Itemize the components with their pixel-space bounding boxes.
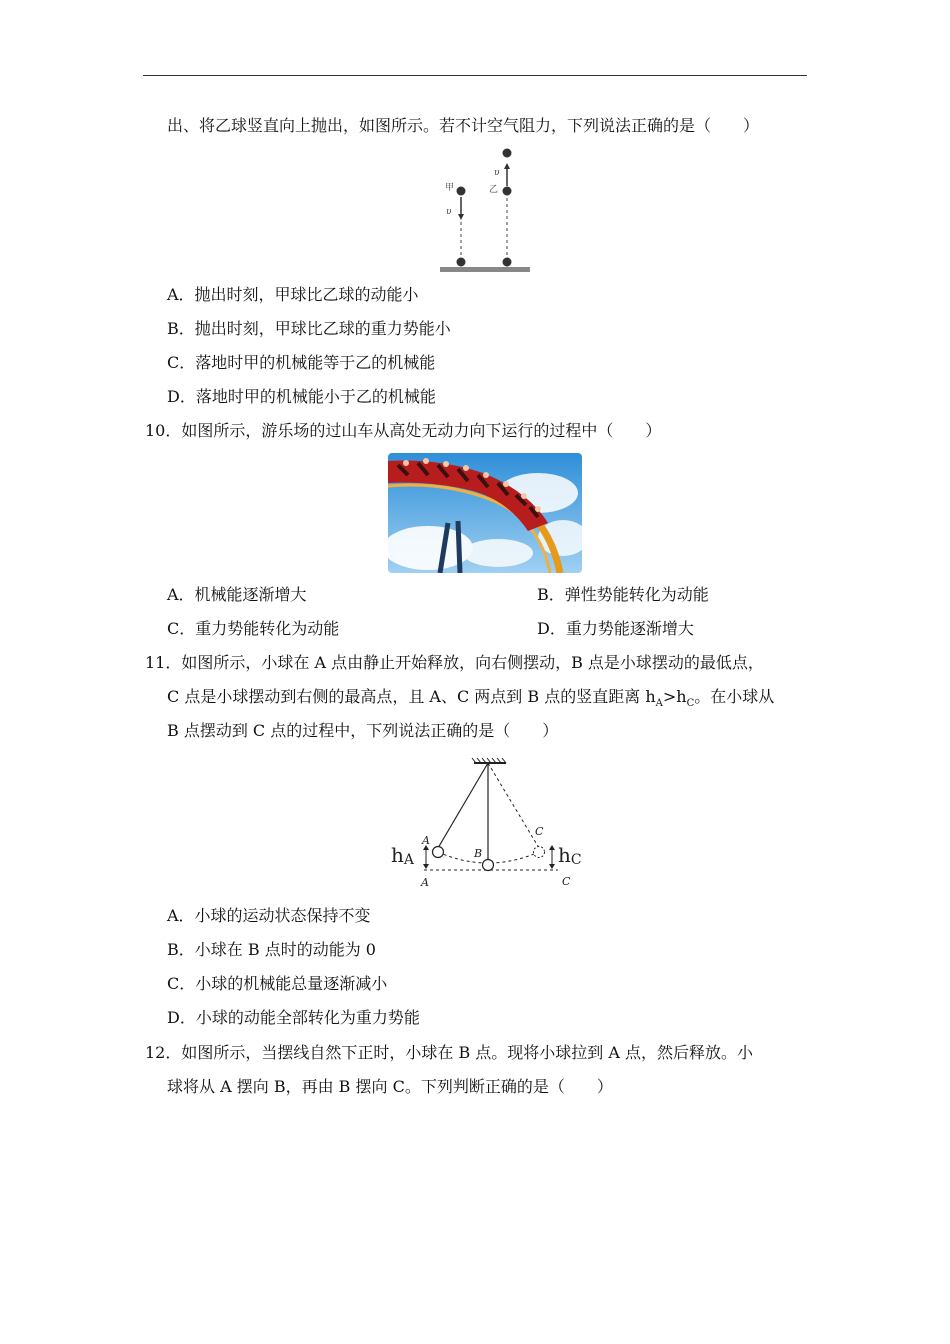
label-ha: hA <box>391 843 415 868</box>
q9-option-b: B．抛出时刻，甲球比乙球的重力势能小 <box>167 319 451 338</box>
q11-stem-line3: B 点摆动到 C 点的过程中，下列说法正确的是（ ） <box>167 721 559 740</box>
q9-figure <box>430 142 540 276</box>
string-c <box>488 763 539 848</box>
arrow-up-head <box>504 163 510 169</box>
q10-stem: 10．如图所示，游乐场的过山车从高处无动力向下运行的过程中（ ） <box>145 421 662 440</box>
q11-option-b: B．小球在 B 点时的动能为 0 <box>167 940 376 959</box>
q10-option-a: A．机械能逐渐增大 <box>167 585 307 604</box>
ball-yi-ground <box>503 258 512 267</box>
q10-option-d: D．重力势能逐渐增大 <box>537 619 694 638</box>
q11-gt-h: >h <box>662 687 687 706</box>
label-v-left: υ <box>446 207 452 217</box>
header-rule <box>143 75 807 76</box>
q9-option-d: D．落地时甲的机械能小于乙的机械能 <box>167 387 436 406</box>
q11-option-d: D．小球的动能全部转化为重力势能 <box>167 1008 420 1027</box>
q9-option-c: C．落地时甲的机械能等于乙的机械能 <box>167 353 436 372</box>
pendulum-figure <box>388 756 588 892</box>
hc-arrow-bottom <box>549 864 555 869</box>
q10-option-b: B．弹性势能转化为动能 <box>537 585 709 604</box>
label-hc: hC <box>558 843 582 868</box>
q11-stem-line2-text: C 点是小球摆动到右侧的最高点，且 A、C 两点到 B 点的竖直距离 h <box>167 687 656 706</box>
string-a <box>438 763 488 848</box>
label-a-top: A <box>422 834 430 847</box>
q9-stem: 出、将乙球竖直向上抛出，如图所示。若不计空气阻力，下列说法正确的是（ ） <box>167 116 760 135</box>
q12-stem-line1: 12．如图所示，当摆线自然下正时，小球在 B 点。现将小球拉到 A 点，然后释放。小 <box>145 1043 754 1062</box>
ball-a <box>433 847 444 858</box>
label-b: B <box>474 847 483 860</box>
ball-jia-ground <box>457 258 466 267</box>
q11-option-a: A．小球的运动状态保持不变 <box>167 906 371 925</box>
q10-option-c: C．重力势能转化为动能 <box>167 619 340 638</box>
ha-arrow-bottom <box>423 864 429 869</box>
ground <box>440 267 530 272</box>
ball-c <box>534 847 545 858</box>
q11-sub-a: A <box>655 698 663 710</box>
q11-option-c: C．小球的机械能总量逐渐减小 <box>167 974 388 993</box>
q11-sub-c: C <box>686 698 695 710</box>
q11-stem-line2-end: 。在小球从 <box>694 687 775 706</box>
label-c-bottom: C <box>562 875 571 888</box>
arrow-down-head <box>458 214 464 220</box>
ball-jia <box>457 187 466 196</box>
q11-stem-line1: 11．如图所示，小球在 A 点由静止开始释放，向右侧摆动，B 点是小球摆动的最低点， <box>145 653 764 672</box>
label-c-top: C <box>535 825 544 838</box>
q9-option-a: A．抛出时刻，甲球比乙球的动能小 <box>167 285 419 304</box>
label-a-bottom: A <box>421 876 429 889</box>
roller-coaster-photo <box>388 453 582 573</box>
label-v-right: υ <box>494 168 500 178</box>
hc-arrow-top <box>549 845 555 850</box>
ball-b <box>483 860 494 871</box>
q12-stem-line2: 球将从 A 摆向 B，再由 B 摆向 C。下列判断正确的是（ ） <box>167 1077 613 1096</box>
q11-stem-line2 <box>167 687 774 714</box>
label-yi: 乙 <box>489 185 499 195</box>
ball-yi-top <box>503 149 512 158</box>
ball-yi <box>503 187 512 196</box>
label-jia: 甲 <box>445 183 455 193</box>
